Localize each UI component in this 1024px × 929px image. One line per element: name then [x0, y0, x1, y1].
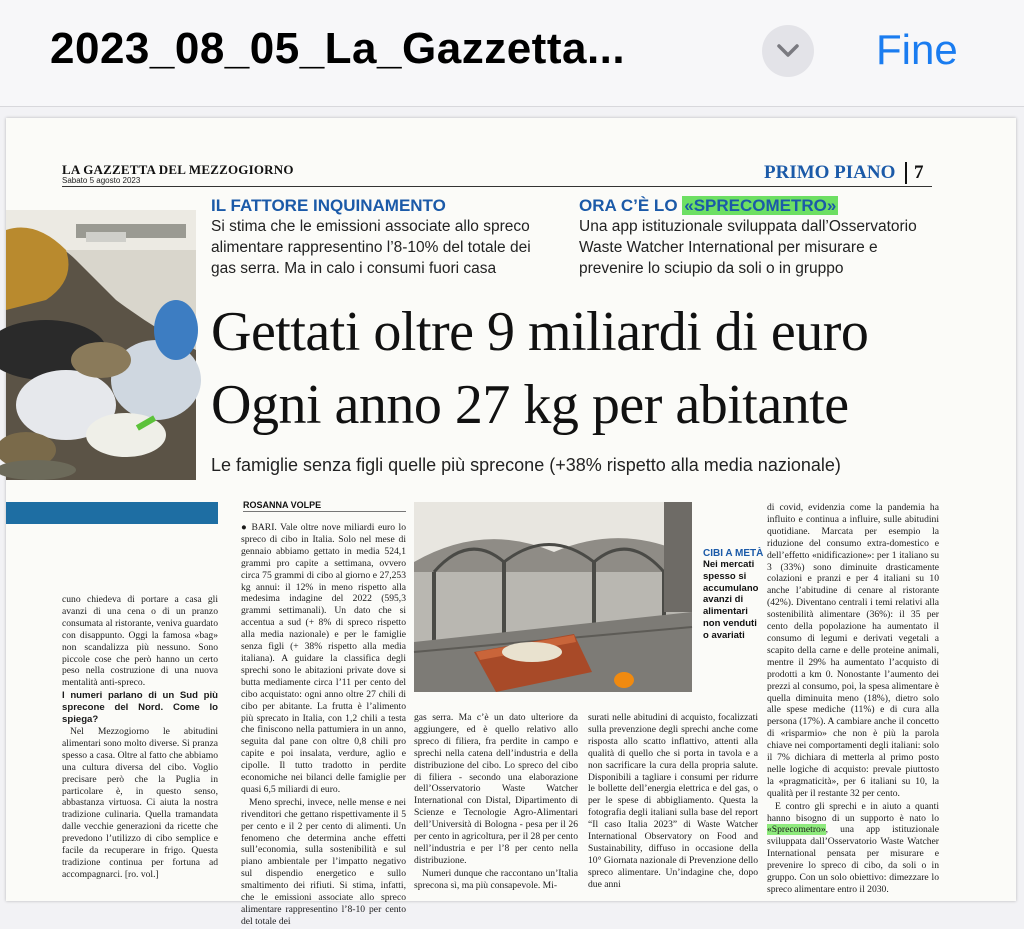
interview-question: I numeri parlano di un Sud più sprecone del Nord. Come lo spiega? [62, 690, 218, 726]
article-paragraph: Numeri dunque che raccontano un’Italia sprecona sì, ma più consapevole. Mi- [414, 867, 578, 891]
right-box-deck: Una app istituzionale sviluppata dall’Osservatorio Waste Watcher International per misurare e prevenire lo sciupio da soli o in gruppo [579, 218, 917, 277]
article-column-2 [241, 522, 406, 929]
article-paragraph: di covid, evidenzia come la pandemia ha influito e continua a influire, sulle abitudini quotidiane. Marcata per esempio la riduzione del consumo extra-domestico e dell’effetto «nidificazione»: per 1 italiano su 3 (33%) sono diminuite drasticamente colazioni e pranzi e per 4 italiani su 10 anche l’abitudine di cenare al ristorante (42%). Diventano centrali i temi relativi alla sostenibilità alimentare (36%): il 35 per cento della popolazione ha aumentato il consumo di legumi e derivati vegetali a scapito della carne e delle proteine animali, mentre il 29% ha aumentato l’acquisto di prodotti a km 0. Nonostante l’aumento dei prezzi al consumo, poi, la spesa alimentare è quella diminuita meno (18%), dietro solo alle spese mediche (11%) e di cura alla persona (17%). A cambiare anche il concetto di «risparmio» che non è più la parola chiave nei comportamenti degli italiani: solo il 7% dichiara di metterla al primo posto nelle logiche di acquisto: prevale piuttosto la «pragmaticità», per 6 italiani su 10, la qualità per il restante 32 per cento. [767, 502, 939, 799]
interview-paragraph: cuno chiedeva di portare a casa gli avanzi di una cena o di un pranzo consumata al ristorante, veniva guardato con disappunto. Oggi la famosa «bag» non scandalizza più nessuno. Sono piccole cose che però hanno un certo peso nella costruzione di una nuova mentalità anti-spreco. [62, 594, 218, 689]
title-menu-button[interactable] [762, 25, 814, 77]
viewer-toolbar [0, 0, 1024, 107]
byline: ROSANNA VOLPE [243, 500, 322, 510]
document-title[interactable]: 2023_08_05_La_Gazzetta... [50, 24, 626, 73]
article-column-3 [414, 712, 578, 893]
right-box-kicker [579, 196, 838, 216]
chevron-down-icon [776, 41, 800, 61]
photo-caption-text: Nei mercati spesso si accumulano avanzi di alimentari non venduti o avariati [703, 559, 759, 641]
headline-line-2: Ogni anno 27 kg per abitante [211, 374, 849, 436]
article-paragraph-last [767, 801, 939, 896]
header-rule [62, 186, 932, 187]
masthead: LA GAZZETTA DEL MEZZOGIORNO [62, 162, 294, 177]
article-column-4 [588, 712, 758, 892]
market-photo [414, 502, 692, 692]
interview-column [62, 594, 218, 882]
article-column-5 [767, 502, 939, 897]
article-paragraph: ● BARI. Vale oltre nove miliardi euro lo spreco di cibo in Italia. Solo nel mese di gennaio abbiamo gettato in media 524,1 grammi pro capite a settimana, ovvero circa 75 grammi di cibo al giorno e 27,253 kg annui: il 12% in meno rispetto alla medesima indagine del 2022 (595,3 grammi settimanali). Un dato che si accentua a sud (+ 8% di spreco rispetto alla media nazionale) e per le famiglie senza figli (+ 38% rispetto alla media italiana). A guidare la classifica degli sprechi sono le abitazioni private dove si butta mediamente circa l’11 per cento del cibo acquistato: ogni anno oltre 27 chili di cibo per abitante. La frutta è l’alimento più sprecato in Italia, con 1,2 chili a testa che finiscono nella pattumiera in un anno, seguita dal pane con oltre 0,8 chili pro capite e poi insalata, verdure, aglio e cipolle. Il tutto tradotto in perdite economiche nei bilanci delle famiglie per quasi 6,5 miliardi di euro. [241, 522, 406, 795]
article-paragraph: gas serra. Ma c’è un dato ulteriore da aggiungere, ed è quello relativo allo spreco di filiera, fra perdite in campo e sprechi nella catena dell’industria e della distribuzione del cibo. Lo spreco del cibo di filiera - secondo una elaborazione dell’Osservatorio Waste Watcher International con Distal, Dipartimento di Scienze e Tecnologie Agro-Alimentari dell’Università di Bologna - pesa per il 26 per cento in agricoltura, per il 28 per cento nell’industria e per l’8 per cento nella distribuzione. [414, 712, 578, 866]
article-paragraph: Meno sprechi, invece, nelle mense e nei rivenditori che gettano rispettivamente il 5 per cento e il 2 per cento di alimenti. Un fenomeno che determina anche effetti sull’economia, sulla sostenibilità e sul piano ambientale per l’impatto negativo sul dispendio energetico e sullo smaltimento dei rifiuti. Si stima, infatti, che le emissioni associate allo spreco alimentare rappresentino l’8-10 per cento del totale dei [241, 796, 406, 927]
photo-caption-title: CIBI A METÀ [703, 548, 764, 559]
newspaper-page [6, 118, 1016, 927]
last-paragraph-suffix: , una app istituzionale sviluppata dall’Osservatorio Waste Watcher International pensata per misurare e prevenire lo spreco di cibo, da soli o in gruppo. Con un solo obiettivo: dimezzare lo spreco alimentare entro il 2030. [767, 824, 939, 895]
interview-answer: Nel Mezzogiorno le abitudini alimentari sono molto diverse. Si pranza spesso a casa. Oltre al fatto che abbiamo una cultura diversa del cibo. Voglio precisare però che la Puglia in particolare è, in questo senso, abbastanza virtuosa. Ci aiuta la nostra tradizione culinaria. Quella tramandata dalle vecchie generazioni da ricette che prevedono l’utilizzo di cibo semplice e facile da recuperare in frigo. Questa tradizione continua per fortuna ad accompagnarci. [ro. vol.] [62, 725, 218, 880]
right-box-kicker-prefix: ORA C’È LO [579, 196, 683, 215]
garbage-photo [6, 210, 196, 480]
article-paragraph: surati nelle abitudini di acquisto, focalizzati sulla prevenzione degli sprechi anche come risposta allo scatto inflattivo, attenti alla qualità di quello che si porta in tavola e a non sacrificare la cura della propria salute. Disponibili a tagliare i consumi per ridurre le bollette dell’energia elettrica e del gas, o per le spese di abbigliamento. Questa la fotografia degli italiani sulla base del report “Il caso Italia 2023” di Waste Watcher International Observatory on Food and Sustainability, diffuso in occasione della 10° Giornata nazionale di Prevenzione dello spreco alimentare. Un’indagine che, dopo due anni [588, 712, 758, 890]
subheadline: Le famiglie senza figli quelle più sprecone (+38% rispetto alla media nazionale) [211, 455, 841, 475]
left-box-deck: Si stima che le emissioni associate allo spreco alimentare rappresentino l’8-10% del totale dei gas serra. Ma in calo i consumi fuori casa [211, 218, 531, 277]
done-button[interactable]: Fine [876, 26, 958, 73]
sprecometro-highlight: «SPRECOMETRO» [684, 196, 837, 215]
page-number: 7 [905, 162, 924, 184]
left-box-kicker: IL FATTORE INQUINAMENTO [211, 196, 446, 215]
interview-header-bar [6, 502, 218, 524]
section-label: PRIMO PIANO [764, 162, 896, 183]
headline-line-1: Gettati oltre 9 miliardi di euro [211, 301, 869, 363]
byline-rule [243, 511, 406, 512]
issue-date: Sabato 5 agosto 2023 [62, 176, 141, 185]
last-paragraph-prefix: E contro gli sprechi e in aiuto a quanti hanno bisogno di un supporto è nato lo [767, 800, 939, 824]
sprecometro-text-highlight: «Sprecometro» [767, 824, 826, 836]
